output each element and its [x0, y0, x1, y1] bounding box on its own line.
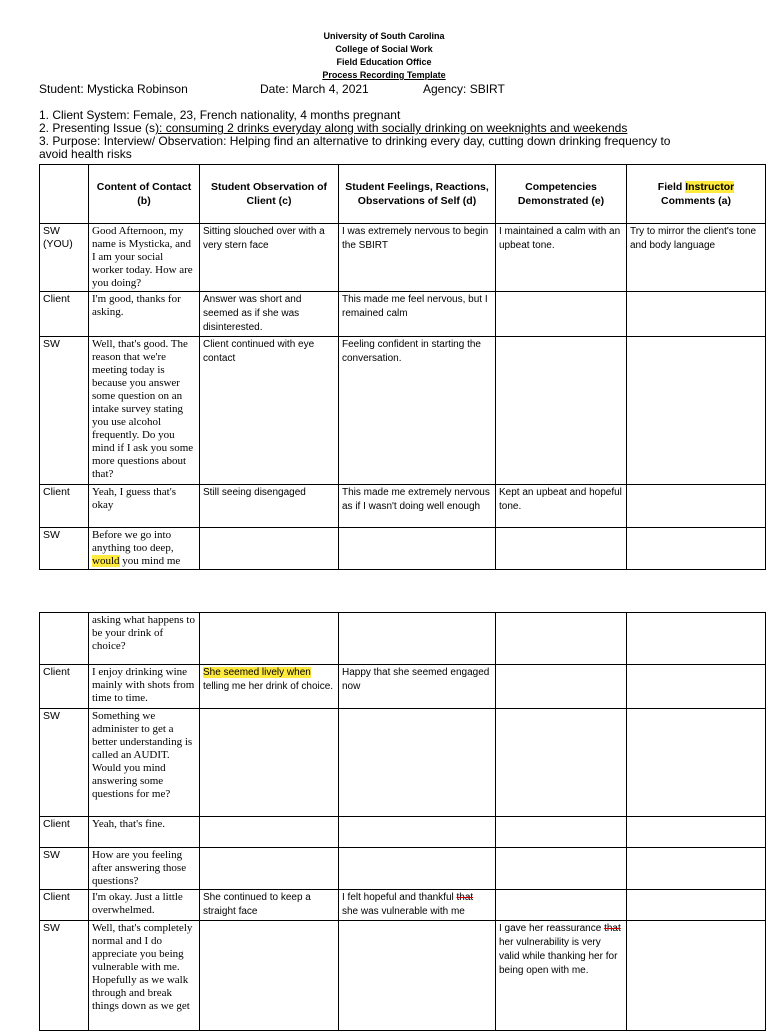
- observation-cell: Still seeing disengaged: [200, 485, 339, 528]
- recording-table-2: [39, 612, 766, 1031]
- comments-cell: [627, 613, 766, 665]
- comments-header-pre: Field: [657, 181, 686, 193]
- comments-cell: [627, 817, 766, 848]
- observation-cell: [200, 528, 339, 570]
- content-cell: [89, 528, 200, 570]
- feelings-cell: Happy that she seemed engaged now: [339, 665, 496, 709]
- observation-cell: [200, 613, 339, 665]
- speaker-cell: SW (YOU): [40, 224, 89, 292]
- table-row: [40, 890, 766, 921]
- university-name: University of South Carolina: [323, 31, 445, 41]
- feelings-cell: [339, 613, 496, 665]
- presenting-issue-prefix: 2. Presenting Issue (s: [39, 121, 156, 135]
- feelings-text-struck: that: [456, 892, 474, 903]
- observation-cell: [200, 817, 339, 848]
- competencies-cell: [496, 613, 627, 665]
- content-cell: asking what happens to be your drink of choice?: [89, 613, 200, 665]
- presenting-issue-text: ): consuming 2 drinks everyday along with socially drinking on weeknights and weekends: [155, 121, 628, 135]
- college-name: College of Social Work: [335, 44, 433, 54]
- purpose: 3. Purpose: Interview/ Observation: Helping find an alternative to drinking every day, cutting down drinking frequency to avoid health risks: [39, 134, 671, 161]
- table-row: [40, 292, 766, 337]
- comments-cell: [627, 848, 766, 890]
- competencies-cell: Kept an upbeat and hopeful tone.: [496, 485, 627, 528]
- feelings-cell: [339, 709, 496, 817]
- content-text-post: you mind me: [119, 555, 181, 567]
- comments-cell: [627, 337, 766, 485]
- client-info: [39, 109, 699, 161]
- competencies-cell: [496, 709, 627, 817]
- observation-cell: She continued to keep a straight face: [200, 890, 339, 921]
- feelings-text-pre: I felt hopeful and thankful: [342, 892, 457, 903]
- competencies-cell: [496, 817, 627, 848]
- table-row: [40, 921, 766, 1031]
- feelings-cell: [339, 817, 496, 848]
- speaker-header: [40, 165, 89, 224]
- table-row: [40, 528, 766, 570]
- table-row: [40, 224, 766, 292]
- recording-table-1: [39, 164, 766, 570]
- speaker-cell: Client: [40, 890, 89, 921]
- content-cell: Good Afternoon, my name is Mysticka, and I am your social worker today. How are you doing?: [89, 224, 200, 292]
- feelings-cell: [339, 848, 496, 890]
- content-text-pre: Before we go into anything too deep,: [92, 529, 174, 554]
- feelings-cell: I was extremely nervous to begin the SBIRT: [339, 224, 496, 292]
- client-system: 1. Client System: Female, 23, French nationality, 4 months pregnant: [39, 108, 401, 122]
- table-row: [40, 337, 766, 485]
- content-cell: Well, that's completely normal and I do appreciate you being vulnerable with me. Hopefully as we walk through and break things down as we get: [89, 921, 200, 1031]
- table-row: [40, 485, 766, 528]
- observation-cell: [200, 709, 339, 817]
- comments-cell: [627, 665, 766, 709]
- competencies-cell: [496, 528, 627, 570]
- comments-cell: [627, 292, 766, 337]
- feelings-text-post: she was vulnerable with me: [342, 906, 465, 917]
- content-cell: Yeah, that's fine.: [89, 817, 200, 848]
- template-title: Process Recording Template: [322, 70, 446, 80]
- feelings-cell: [339, 890, 496, 921]
- speaker-cell: Client: [40, 665, 89, 709]
- feelings-header: Student Feelings, Reactions, Observations of Self (d): [339, 165, 496, 224]
- comments-header: [627, 165, 766, 224]
- observation-cell: [200, 921, 339, 1031]
- comments-cell: [627, 485, 766, 528]
- comments-cell: [627, 709, 766, 817]
- observation-text-post: telling me her drink of choice.: [203, 681, 334, 692]
- speaker-cell: [40, 613, 89, 665]
- observation-header: Student Observation of Client (c): [200, 165, 339, 224]
- speaker-cell: Client: [40, 485, 89, 528]
- competencies-header: Competencies Demonstrated (e): [496, 165, 627, 224]
- competencies-text-pre: I gave her reassurance: [499, 923, 605, 934]
- content-cell: How are you feeling after answering those questions?: [89, 848, 200, 890]
- feelings-cell: [339, 921, 496, 1031]
- feelings-cell: [339, 528, 496, 570]
- table-row: [40, 613, 766, 665]
- observation-cell: Sitting slouched over with a very stern face: [200, 224, 339, 292]
- speaker-cell: SW: [40, 921, 89, 1031]
- comments-cell: [627, 890, 766, 921]
- speaker-cell: SW: [40, 848, 89, 890]
- competencies-cell: I maintained a calm with an upbeat tone.: [496, 224, 627, 292]
- table-row: [40, 665, 766, 709]
- competencies-cell: [496, 292, 627, 337]
- feelings-cell: This made me feel nervous, but I remained calm: [339, 292, 496, 337]
- student-name: Student: Mysticka Robinson: [39, 82, 188, 96]
- table-row: [40, 848, 766, 890]
- recording-date: Date: March 4, 2021: [260, 82, 369, 96]
- speaker-cell: SW: [40, 337, 89, 485]
- observation-cell: [200, 665, 339, 709]
- speaker-cell: Client: [40, 817, 89, 848]
- competencies-cell: [496, 337, 627, 485]
- content-cell: Yeah, I guess that's okay: [89, 485, 200, 528]
- competencies-text-post: her vulnerability is very valid while thanking her for being open with me.: [499, 937, 618, 976]
- content-cell: I'm okay. Just a little overwhelmed.: [89, 890, 200, 921]
- observation-cell: Client continued with eye contact: [200, 337, 339, 485]
- speaker-cell: SW: [40, 709, 89, 817]
- comments-header-highlight: Instructor: [685, 181, 735, 193]
- comments-cell: Try to mirror the client's tone and body language: [627, 224, 766, 292]
- speaker-cell: Client: [40, 292, 89, 337]
- comments-header-post: Comments (a): [660, 195, 731, 207]
- feelings-cell: Feeling confident in starting the conversation.: [339, 337, 496, 485]
- content-text-highlight: would: [92, 555, 120, 567]
- observation-cell: [200, 848, 339, 890]
- observation-cell: Answer was short and seemed as if she was disinterested.: [200, 292, 339, 337]
- table-row: [40, 817, 766, 848]
- observation-text-highlight: She seemed lively when: [203, 667, 311, 678]
- comments-cell: [627, 921, 766, 1031]
- content-cell: Well, that's good. The reason that we're meeting today is because you answer some question on an intake survey stating you use alcohol frequently. Do you mind if I ask you some more questions about that?: [89, 337, 200, 485]
- speaker-cell: SW: [40, 528, 89, 570]
- competencies-text-struck: that: [604, 923, 621, 934]
- competencies-cell: [496, 848, 627, 890]
- content-cell: I'm good, thanks for asking.: [89, 292, 200, 337]
- table-row: [40, 709, 766, 817]
- competencies-cell: [496, 890, 627, 921]
- comments-cell: [627, 528, 766, 570]
- document-header: [0, 30, 768, 82]
- table-header-row: [40, 165, 766, 224]
- content-header: Content of Contact (b): [89, 165, 200, 224]
- feelings-cell: This made me extremely nervous as if I wasn't doing well enough: [339, 485, 496, 528]
- office-name: Field Education Office: [336, 57, 432, 67]
- agency-name: Agency: SBIRT: [423, 82, 505, 96]
- content-cell: I enjoy drinking wine mainly with shots from time to time.: [89, 665, 200, 709]
- competencies-cell: [496, 665, 627, 709]
- content-cell: Something we administer to get a better understanding is called an AUDIT. Would you mind answering some questions for me?: [89, 709, 200, 817]
- competencies-cell: [496, 921, 627, 1031]
